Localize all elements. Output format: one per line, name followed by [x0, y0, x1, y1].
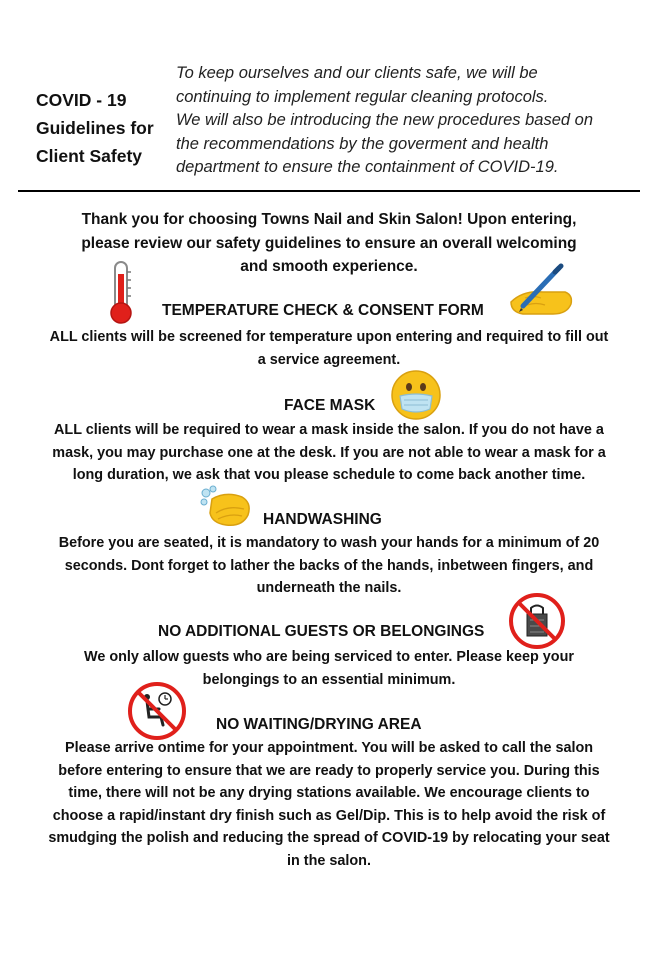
section-body-no-guests — [18, 646, 640, 691]
title-line: COVID - 19 — [36, 90, 127, 110]
section-title-temperature: TEMPERATURE CHECK & CONSENT FORM — [162, 302, 484, 319]
thermometer-icon — [106, 260, 136, 326]
section-title-face-mask: FACE MASK — [284, 397, 376, 414]
section-body-temperature — [18, 326, 640, 371]
body-line: mask, you may purchase one at the desk. If you are not able to wear a mask for a — [52, 444, 606, 461]
intro-line: please review our safety guidelines to ensure an overall welcoming — [81, 234, 577, 252]
no-waiting-icon — [127, 681, 187, 741]
body-line: choose a rapid/instant dry finish such as Gel/Dip. This is to help avoid the risk of — [52, 807, 606, 824]
body-line: ALL clients will be screened for temperature upon entering and required to fill out — [49, 329, 609, 345]
body-line: ALL clients will be required to wear a mask inside the salon. If you do not have a — [54, 422, 604, 438]
title-line: Client Safety — [36, 146, 142, 166]
description-line: department to ensure the containment of COVID-19. — [176, 158, 559, 176]
body-line: Before you are seated, it is mandatory to wash your hands for a minimum of 20 — [58, 535, 600, 551]
body-line: smudging the polish and reducing the spread of COVID-19 by relocating your seat — [48, 830, 610, 846]
face-mask-icon — [390, 369, 442, 421]
body-line: underneath the nails. — [256, 580, 402, 596]
description-line: To keep ourselves and our clients safe, we will be — [176, 64, 538, 82]
body-line: time, there will not be any drying stations available. We encourage clients to — [68, 785, 590, 801]
header-description — [176, 62, 646, 180]
body-line: a service agreement. — [257, 351, 401, 368]
intro-line: Thank you for choosing Towns Nail and Skin Salon! Upon entering, — [81, 211, 577, 228]
section-body-no-waiting — [18, 737, 640, 872]
section-title-no-waiting: NO WAITING/DRYING AREA — [216, 716, 422, 733]
body-line: belongings to an essential minimum. — [202, 671, 456, 688]
description-line: We will also be introducing the new procedures based on — [176, 111, 594, 129]
description-line: the recommendations by the goverment and health — [176, 134, 549, 153]
section-body-face-mask — [18, 419, 640, 487]
body-line: long duration, we ask that vou please schedule to come back another time. — [72, 467, 586, 483]
hand-washing-icon — [198, 485, 254, 531]
title-line: Guidelines for — [36, 118, 154, 138]
body-line: Please arrive ontime for your appointment. You will be asked to call the salon — [64, 740, 594, 756]
section-title-handwashing: HANDWASHING — [263, 511, 382, 528]
body-line: in the salon. — [287, 852, 371, 869]
no-bags-icon — [508, 592, 566, 650]
header-divider — [18, 190, 640, 192]
header — [18, 62, 640, 184]
section-title-no-guests: NO ADDITIONAL GUESTS OR BELONGINGS — [158, 623, 485, 640]
intro-line: and smooth experience. — [240, 258, 418, 275]
body-line: We only allow guests who are being serviced to enter. Please keep your — [84, 649, 574, 665]
body-line: seconds. Dont forget to lather the backs of the hands, inbetween fingers, and — [64, 557, 594, 574]
description-line: continuing to implement regular cleaning protocols. — [176, 87, 549, 106]
writing-hand-icon — [503, 262, 575, 318]
section-body-handwashing — [18, 532, 640, 600]
body-line: before entering to ensure that we are ready to properly service you. During this — [58, 762, 600, 779]
page-title — [36, 86, 181, 170]
